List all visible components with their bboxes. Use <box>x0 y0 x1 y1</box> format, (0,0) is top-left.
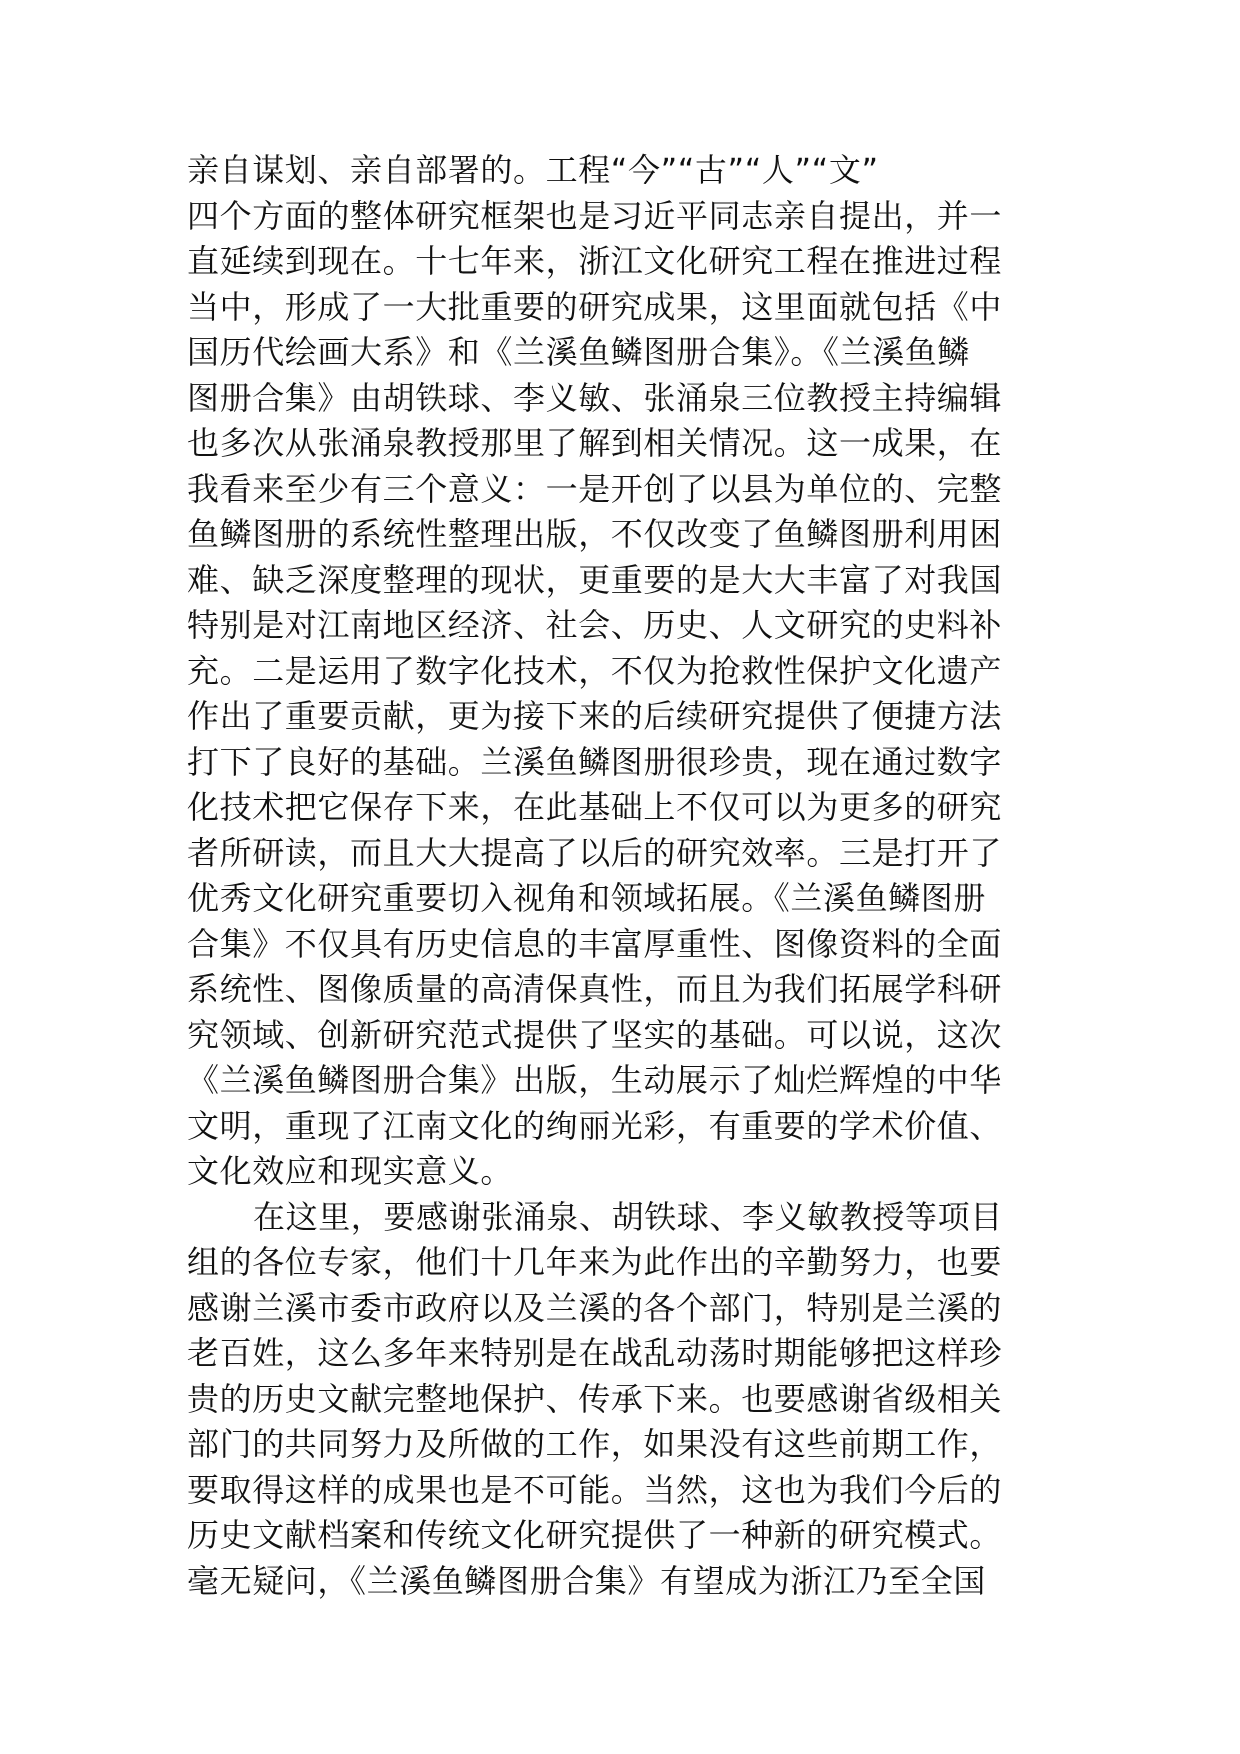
text-line: 优秀文化研究重要切入视角和领域拓展。《兰溪鱼鳞图册 <box>187 879 987 917</box>
text-line: 部门的共同努力及所做的工作，如果没有这些前期工作， <box>187 1425 1003 1463</box>
text-line: 毫无疑问，《兰溪鱼鳞图册合集》有望成为浙江乃至全国 <box>187 1561 987 1600</box>
text-line: 组的各位专家，他们十几年来为此作出的辛勤努力，也要 <box>187 1243 1003 1281</box>
text-line: 四个方面的整体研究框架也是习近平同志亲自提出，并一 <box>187 196 1003 235</box>
text-line: 国历代绘画大系》和《兰溪鱼鳞图册合集》。《兰溪鱼鳞 <box>187 333 971 371</box>
paragraph-2 <box>187 1195 1057 1605</box>
text-line: 直延续到现在。十七年来，浙江文化研究工程在推进过程 <box>187 242 1003 280</box>
text-line: 鱼鳞图册的系统性整理出版，不仅改变了鱼鳞图册利用困 <box>187 515 1003 553</box>
body-text <box>187 148 1057 1604</box>
text-line: 贵的历史文献完整地保护、传承下来。也要感谢省级相关 <box>187 1379 1003 1418</box>
text-line: 《兰溪鱼鳞图册合集》出版，生动展示了灿烂辉煌的中华 <box>187 1061 1003 1099</box>
text-line: 当中，形成了一大批重要的研究成果，这里面就包括《中 <box>187 287 1003 326</box>
text-line: 化技术把它保存下来，在此基础上不仅可以为更多的研究 <box>187 788 1003 826</box>
text-line: 历史文献档案和传统文化研究提供了一种新的研究模式。 <box>187 1516 1003 1554</box>
text-line: 打下了良好的基础。兰溪鱼鳞图册很珍贵，现在通过数字 <box>187 742 1003 781</box>
text-line: 充。二是运用了数字化技术，不仅为抢救性保护文化遗产 <box>187 651 1003 690</box>
text-line: 系统性、图像质量的高清保真性，而且为我们拓展学科研 <box>187 970 1003 1008</box>
text-line: 特别是对江南地区经济、社会、历史、人文研究的史料补 <box>187 606 1003 644</box>
text-line: 究领域、创新研究范式提供了坚实的基础。可以说，这次 <box>187 1015 1003 1054</box>
text-line: 我看来至少有三个意义：一是开创了以县为单位的、完整 <box>187 469 1003 508</box>
text-line: 文化效应和现实意义。 <box>187 1152 514 1190</box>
text-line: 文明，重现了江南文化的绚丽光彩，有重要的学术价值、 <box>187 1106 1003 1145</box>
text-line: 难、缺乏深度整理的现状，更重要的是大大丰富了对我国 <box>187 560 1003 599</box>
text-line: 感谢兰溪市委市政府以及兰溪的各个部门，特别是兰溪的 <box>187 1288 1003 1327</box>
text-line: 亲自谋划、亲自部署的。工程“今”“古”“人”“文” <box>187 151 879 189</box>
text-line: 图册合集》由胡铁球、李义敏、张涌泉三位教授主持编辑 <box>187 378 1003 417</box>
text-line: 要取得这样的成果也是不可能。当然，这也为我们今后的 <box>187 1470 1003 1509</box>
text-line: 老百姓，这么多年来特别是在战乱动荡时期能够把这样珍 <box>187 1334 1003 1372</box>
text-line: 合集》不仅具有历史信息的丰富厚重性、图像资料的全面 <box>187 924 1003 963</box>
text-line: 者所研读，而且大大提高了以后的研究效率。三是打开了 <box>187 833 1003 872</box>
paragraph-1 <box>187 148 1057 1195</box>
text-line: 作出了重要贡献，更为接下来的后续研究提供了便捷方法 <box>187 697 1003 735</box>
text-line: 在这里，要感谢张涌泉、胡铁球、李义敏教授等项目 <box>253 1197 1003 1236</box>
text-line: 也多次从张涌泉教授那里了解到相关情况。这一成果，在 <box>187 424 1003 462</box>
